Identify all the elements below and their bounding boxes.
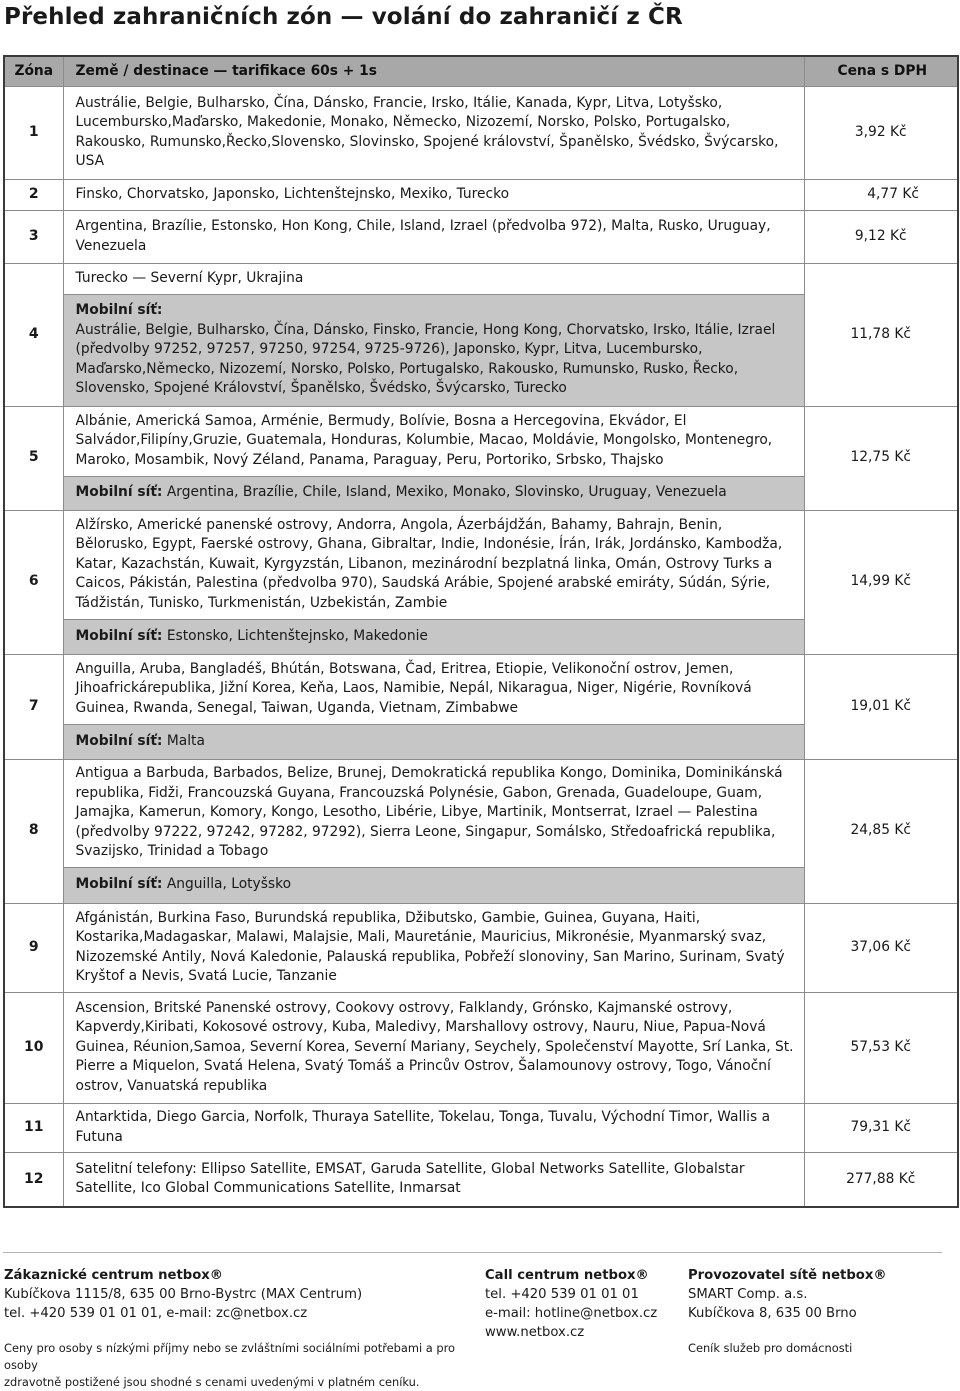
table-row bbox=[4, 1152, 958, 1207]
mobile-network-list bbox=[63, 294, 804, 406]
table-row bbox=[4, 992, 958, 1103]
destination-list: Austrálie, Belgie, Bulharsko, Čína, Dánsko, Francie, Irsko, Itálie, Kanada, Kypr, Litva, Lotyšsko, Lucembursko,Maďarsko, Makedonie, Monako, Německo, Nizozemí, Norsko, Polsko, Portugalsko, Rakousko, Rumunsko,Řecko,Slovensko, Slovinsko, Spojené království, Španělsko, Švédsko, Švýcarsko, USA bbox=[63, 86, 804, 179]
mobile-destinations: Argentina, Brazílie, Chile, Island, Mexiko, Monako, Slovinsko, Uruguay, Venezuela bbox=[166, 484, 727, 501]
provider-title: Provozovatel sítě netbox® bbox=[688, 1268, 887, 1283]
mobile-destinations: Malta bbox=[166, 732, 205, 749]
destination-list: Afgánistán, Burkina Faso, Burundská republika, Džibutsko, Gambie, Guinea, Guyana, Haiti, Kostarika,Madagaskar, Malawi, Malajsie, Mali, Mauretánie, Mauricius, Mikronésie, Myanmarský svaz, Nizozemské Antily, Nová Kaledonie, Palauská republika, Pobřeží slonoviny, San Marino, Surinam, Svatý Kryštof a Nevis, Svatá Lucie, Tanzanie bbox=[63, 903, 804, 992]
table-row bbox=[4, 510, 958, 619]
zone-number: 6 bbox=[4, 510, 63, 654]
mobile-network-list bbox=[63, 476, 804, 510]
price-cell: 79,31 Kč bbox=[804, 1103, 958, 1152]
zone-number: 2 bbox=[4, 179, 63, 210]
table-row bbox=[4, 210, 958, 263]
zone-number: 4 bbox=[4, 263, 63, 406]
zone-number: 3 bbox=[4, 210, 63, 263]
price-cell: 3,92 Kč bbox=[804, 86, 958, 179]
zone-number: 7 bbox=[4, 654, 63, 759]
header-price: Cena s DPH bbox=[804, 56, 958, 86]
price-cell: 37,06 Kč bbox=[804, 903, 958, 992]
destination-list: Anguilla, Aruba, Bangladéš, Bhútán, Botswana, Čad, Eritrea, Etiopie, Velikonoční ostrov, Jemen, Jihoafrickárepublika, Jižní Korea, Keňa, Laos, Namibie, Nepál, Nikaragua, Niger, Nigérie, Rovníková Guinea, Rwanda, Senegal, Taiwan, Uganda, Vietnam, Zimbabwe bbox=[63, 654, 804, 724]
price-cell: 24,85 Kč bbox=[804, 759, 958, 903]
table-row bbox=[4, 263, 958, 294]
zone-number: 9 bbox=[4, 903, 63, 992]
destination-list: Argentina, Brazílie, Estonsko, Hon Kong, Chile, Island, Izrael (předvolba 972), Malta, Rusko, Uruguay, Venezuela bbox=[63, 210, 804, 263]
price-cell: 12,75 Kč bbox=[804, 406, 958, 510]
mobile-label: Mobilní síť: bbox=[75, 732, 163, 749]
table-row bbox=[4, 1103, 958, 1152]
price-cell: 11,78 Kč bbox=[804, 263, 958, 406]
zone-number: 10 bbox=[4, 992, 63, 1103]
footer-divider bbox=[3, 1252, 942, 1253]
zone-number: 5 bbox=[4, 406, 63, 510]
table-row bbox=[4, 759, 958, 867]
customer-center-block bbox=[4, 1266, 474, 1323]
mobile-label: Mobilní síť: bbox=[75, 484, 163, 501]
table-row bbox=[4, 86, 958, 179]
destination-list: Antigua a Barbuda, Barbados, Belize, Brunej, Demokratická republika Kongo, Dominika, Dominikánská republika, Fidži, Francouzská Guyana, Francouzská Polynésie, Gabon, Grenada, Guadeloupe, Guam, Jamajka, Kamerun, Komory, Kongo, Lesotho, Libérie, Libye, Martinik, Montserrat, Izrael — Palestina (předvolby 97222, 97242, 97282, 97292), Sierra Leone, Singapur, Somálsko, Středoafrická republika, Svazijsko, Trinidad a Tobago bbox=[63, 759, 804, 867]
mobile-destinations: Anguilla, Lotyšsko bbox=[166, 876, 292, 893]
call-center-web: www.netbox.cz bbox=[485, 1325, 585, 1340]
destination-list: Albánie, Americká Samoa, Arménie, Bermudy, Bolívie, Bosna a Hercegovina, Ekvádor, El Salvádor,Filipíny,Gruzie, Guatemala, Honduras, Kolumbie, Macao, Moldávie, Mongolsko, Montenegro, Maroko, Mosambik, Nový Zéland, Panama, Paraguay, Peru, Portoriko, Srbsko, Thajsko bbox=[63, 406, 804, 476]
mobile-network-list bbox=[63, 867, 804, 903]
price-cell: 9,12 Kč bbox=[804, 210, 958, 263]
customer-center-address: Kubíčkova 1115/8, 635 00 Brno-Bystrc (MAX Centrum) bbox=[4, 1287, 363, 1302]
mobile-label: Mobilní síť: bbox=[75, 302, 163, 319]
call-center-title: Call centrum netbox® bbox=[485, 1268, 649, 1283]
mobile-label: Mobilní síť: bbox=[75, 876, 163, 893]
provider-block bbox=[688, 1266, 956, 1323]
zone-number: 8 bbox=[4, 759, 63, 903]
document-name: Ceník služeb pro domácnosti bbox=[688, 1341, 853, 1355]
zone-number: 12 bbox=[4, 1152, 63, 1207]
zone-number: 1 bbox=[4, 86, 63, 179]
table-row bbox=[4, 903, 958, 992]
call-center-block bbox=[485, 1266, 685, 1342]
pricing-note-line1: Ceny pro osoby s nízkými příjmy nebo se zvláštními sociálními potřebami a pro osoby bbox=[4, 1341, 456, 1372]
destination-list: Antarktida, Diego Garcia, Norfolk, Thuraya Satellite, Tokelau, Tonga, Tuvalu, Východní Timor, Wallis a Futuna bbox=[63, 1103, 804, 1152]
price-cell: 4,77 Kč bbox=[804, 179, 958, 210]
mobile-destinations: Estonsko, Lichtenštejnsko, Makedonie bbox=[166, 627, 428, 644]
mobile-network-list bbox=[63, 724, 804, 759]
table-row bbox=[4, 179, 958, 210]
price-cell: 277,88 Kč bbox=[804, 1152, 958, 1207]
price-cell: 14,99 Kč bbox=[804, 510, 958, 654]
page-title: Přehled zahraničních zón — volání do zahraničí z ČR bbox=[4, 4, 683, 30]
price-cell: 57,53 Kč bbox=[804, 992, 958, 1103]
pricing-note bbox=[4, 1340, 484, 1391]
destination-list: Finsko, Chorvatsko, Japonsko, Lichtenštejnsko, Mexiko, Turecko bbox=[63, 179, 804, 210]
table-row bbox=[4, 654, 958, 724]
mobile-network-list bbox=[63, 619, 804, 654]
table-row bbox=[4, 406, 958, 476]
call-center-phone: tel. +420 539 01 01 01 bbox=[485, 1287, 639, 1302]
destination-list: Satelitní telefony: Ellipso Satellite, EMSAT, Garuda Satellite, Global Networks Satellite, Globalstar Satellite, Ico Global Communications Satellite, Inmarsat bbox=[63, 1152, 804, 1207]
pricing-note-line2: zdravotně postižené jsou shodné s cenami uvedenými v platném ceníku. bbox=[4, 1375, 420, 1389]
mobile-destinations: Austrálie, Belgie, Bulharsko, Čína, Dánsko, Finsko, Francie, Hong Kong, Chorvatsko, Irsko, Itálie, Izrael (předvolby 97252, 97257, 97250, 97254, 9725-9726), Japonsko, Kypr, Litva, Lucembursko, Maďarsko,Německo, Nizozemí, Norsko, Polsko, Portugalsko, Rakousko, Rumunsko, Rusko, Řecko, Slovensko, Spojené Království, Španělsko, Švédsko, Švýcarsko, Turecko bbox=[75, 321, 776, 397]
provider-address: Kubíčkova 8, 635 00 Brno bbox=[688, 1306, 857, 1321]
header-zone: Zóna bbox=[4, 56, 63, 86]
call-center-email: e-mail: hotline@netbox.cz bbox=[485, 1306, 658, 1321]
zone-price-table bbox=[3, 55, 959, 1208]
provider-name: SMART Comp. a.s. bbox=[688, 1287, 808, 1302]
destination-list: Turecko — Severní Kypr, Ukrajina bbox=[63, 263, 804, 294]
table-header-row bbox=[4, 56, 958, 86]
price-cell: 19,01 Kč bbox=[804, 654, 958, 759]
header-destination: Země / destinace — tarifikace 60s + 1s bbox=[63, 56, 804, 86]
mobile-label: Mobilní síť: bbox=[75, 627, 163, 644]
customer-center-title: Zákaznické centrum netbox® bbox=[4, 1268, 223, 1283]
zone-number: 11 bbox=[4, 1103, 63, 1152]
destination-list: Ascension, Britské Panenské ostrovy, Cookovy ostrovy, Falklandy, Grónsko, Kajmanské ostrovy, Kapverdy,Kiribati, Kokosové ostrovy, Kuba, Maledivy, Marshallovy ostrovy, Nauru, Niue, Papua-Nová Guinea, Réunion,Samoa, Severní Korea, Severní Mariany, Seychely, Společenství Mayotte, Srí Lanka, St. Pierre a Miquelon, Svatá Helena, Svatý Tomáš a Princův Ostrov, Šalamounovy ostrovy, Togo, Vánoční ostrov, Vanuatská republika bbox=[63, 992, 804, 1103]
destination-list: Alžírsko, Americké panenské ostrovy, Andorra, Angola, Ázerbájdžán, Bahamy, Bahrajn, Benin, Bělorusko, Egypt, Faerské ostrovy, Ghana, Gibraltar, Indie, Indonésie, Írán, Irák, Jordánsko, Kambodža, Katar, Kazachstán, Kuwait, Kyrgyzstán, Libanon, mezinárodní bezplatná linka, Omán, Ostrovy Turks a Caicos, Pákistán, Palestina (předvolba 970), Saudská Arábie, Spojené arabské emiráty, Súdán, Sýrie, Tádžistán, Tunisko, Turkmenistán, Uzbekistán, Zambie bbox=[63, 510, 804, 619]
customer-center-contact: tel. +420 539 01 01 01, e-mail: zc@netbox.cz bbox=[4, 1306, 308, 1321]
